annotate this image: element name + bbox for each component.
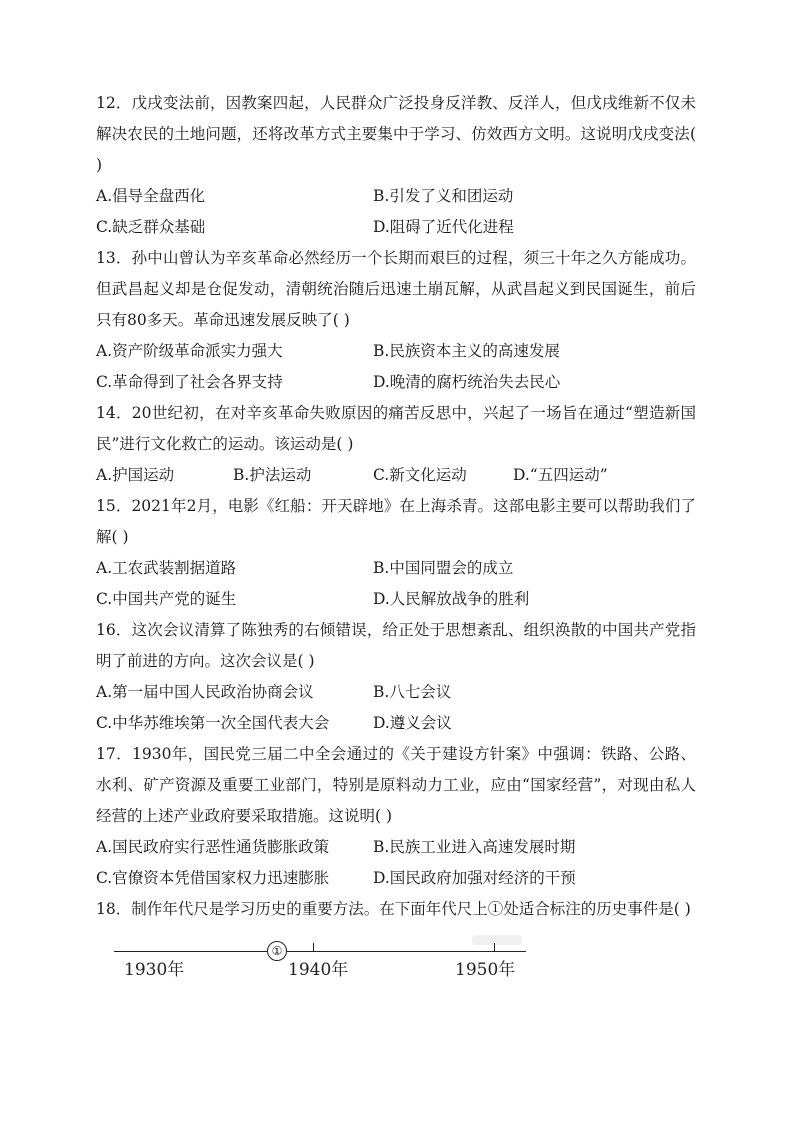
question-stem: 12．戊戌变法前，因教案四起，人民群众广泛投身反洋教、反洋人，但戊戌维新不仅未解决农民的土地问题，还将改革方式主要集中于学习、仿效西方文明。这说明戊戌变法( ) <box>96 94 696 174</box>
question-stem: 14．20世纪初，在对辛亥革命失败原因的痛苦反思中，兴起了一场旨在通过“塑造新国民”进行文化救亡的运动。该运动是( ) <box>96 404 696 453</box>
timeline-label-1950: 1950年 <box>455 960 516 980</box>
question-stem: 15．2021年2月，电影《红船：开天辟地》在上海杀青。这部电影主要可以帮助我们了解( ) <box>96 497 696 546</box>
option-b: B.引发了义和团运动 <box>373 187 514 205</box>
option-a: A.护国运动 <box>96 466 175 484</box>
option-b: B.护法运动 <box>233 466 312 484</box>
question-stem: 16．这次会议清算了陈独秀的右倾错误，给正处于思想紊乱、组织涣散的中国共产党指明了前进的方向。这次会议是( ) <box>96 621 696 670</box>
question-17 <box>96 739 696 894</box>
option-d: D.人民解放战争的胜利 <box>373 590 530 608</box>
timeline-axis <box>114 951 526 952</box>
option-a: A.资产阶级革命派实力强大 <box>96 342 283 360</box>
timeline-ruler <box>110 931 530 991</box>
timeline-tick <box>494 943 495 952</box>
option-b: B.中国同盟会的成立 <box>373 559 514 577</box>
option-a: A.国民政府实行恶性通货膨胀政策 <box>96 838 330 856</box>
option-a: A.工农武装割据道路 <box>96 559 237 577</box>
option-d: D.晚清的腐朽统治失去民心 <box>373 373 561 391</box>
option-c: C.革命得到了社会各界支持 <box>96 373 283 391</box>
option-a: A.倡导全盘西化 <box>96 187 206 205</box>
question-14 <box>96 398 696 491</box>
question-16 <box>96 615 696 739</box>
question-stem: 18．制作年代尺是学习历史的重要方法。在下面年代尺上①处适合标注的历史事件是( ) <box>96 900 691 918</box>
question-13 <box>96 243 696 398</box>
option-c: C.缺乏群众基础 <box>96 218 206 236</box>
question-12 <box>96 88 696 243</box>
exam-page <box>96 88 696 991</box>
question-stem: 13．孙中山曾认为辛亥革命必然经历一个长期而艰巨的过程，须三十年之久方能成功。但武昌起义却是仓促发动，清朝统治随后迅速土崩瓦解，从武昌起义到民国诞生，前后只有80多天。革命迅速发展反映了( ) <box>96 249 696 329</box>
option-d: D.阻碍了近代化进程 <box>373 218 514 236</box>
option-d: D.国民政府加强对经济的干预 <box>373 869 576 887</box>
option-c: C.中国共产党的诞生 <box>96 590 237 608</box>
question-15 <box>96 491 696 615</box>
option-c: C.新文化运动 <box>373 466 467 484</box>
timeline-tick <box>313 943 314 952</box>
timeline-label-1940: 1940年 <box>288 960 349 980</box>
question-stem: 17．1930年，国民党三届二中全会通过的《关于建设方针案》中强调：铁路、公路、水利、矿产资源及重要工业部门，特别是原料动力工业，应由“国家经营”，对现由私人经营的上述产业政府要采取措施。这说明( ) <box>96 745 696 825</box>
option-d: D.遵义会议 <box>373 714 452 732</box>
option-c: C.官僚资本凭借国家权力迅速膨胀 <box>96 869 330 887</box>
timeline-label-1930: 1930年 <box>124 960 185 980</box>
option-a: A.第一届中国人民政治协商会议 <box>96 683 314 701</box>
scan-blot <box>472 935 522 945</box>
timeline-marker: ① <box>267 941 287 961</box>
option-d: D.“五四运动” <box>513 466 608 484</box>
question-18 <box>96 894 696 991</box>
option-b: B.民族资本主义的高速发展 <box>373 342 560 360</box>
option-b: B.八七会议 <box>373 683 452 701</box>
option-c: C.中华苏维埃第一次全国代表大会 <box>96 714 330 732</box>
option-b: B.民族工业进入高速发展时期 <box>373 838 576 856</box>
